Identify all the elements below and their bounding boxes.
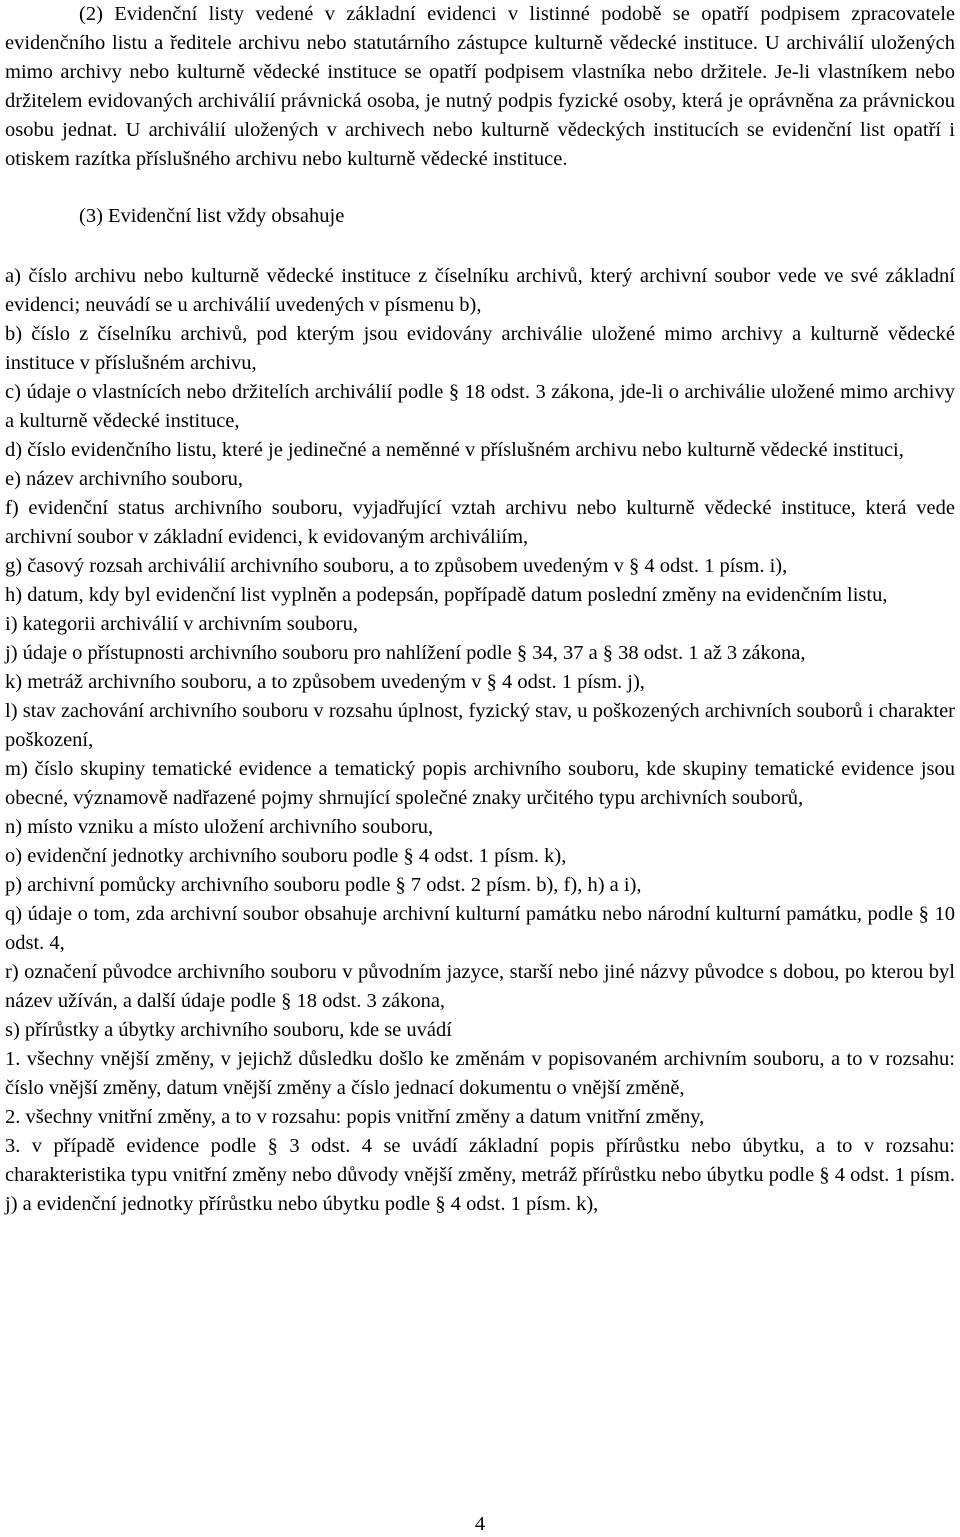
list-item-l: l) stav zachování archivního souboru v rozsahu úplnost, fyzický stav, u poškozených archivních souborů i charakter poškození, [5,700,955,751]
list-item-g: g) časový rozsah archiválií archivního souboru, a to způsobem uvedeným v § 4 odst. 1 písm. i), [5,555,788,577]
list-item-q: q) údaje o tom, zda archivní soubor obsahuje archivní kulturní památku nebo národní kulturní památku, podle § 10 odst. 4, [5,903,955,954]
list-item-c: c) údaje o vlastnících nebo držitelích archiválií podle § 18 odst. 3 zákona, jde-li o archiválie uložené mimo archivy a kulturně vědecké instituce, [5,381,955,432]
spacer [5,174,955,202]
list-item-o: o) evidenční jednotky archivního souboru podle § 4 odst. 1 písm. k), [5,845,567,867]
list-item-m: m) číslo skupiny tematické evidence a tematický popis archivního souboru, kde skupiny tematické evidence jsou obecné, významově nadřazené pojmy shrnující společné znaky určitého typu archivních souborů, [5,758,955,809]
page-number: 4 [474,1513,486,1535]
content-list [5,262,955,1219]
list-item-h: h) datum, kdy byl evidenční list vyplněn a podepsán, popřípadě datum poslední změny na evidenčním listu, [5,584,888,606]
list-item-i: i) kategorii archiválií v archivním souboru, [5,613,358,635]
list-item-j: j) údaje o přístupnosti archivního souboru pro nahlížení podle § 34, 37 a § 38 odst. 1 až 3 zákona, [5,642,806,664]
list-item-e: e) název archivního souboru, [5,468,243,490]
paragraph-3-heading: (3) Evidenční list vždy obsahuje [79,205,345,227]
list-item-d: d) číslo evidenčního listu, které je jedinečné a neměnné v příslušném archivu nebo kulturně vědecké instituci, [5,439,904,461]
spacer [5,231,955,262]
list-item-r: r) označení původce archivního souboru v původním jazyce, starší nebo jiné názvy původce s dobou, po kterou byl název užíván, a další údaje podle § 18 odst. 3 zákona, [5,961,955,1012]
list-item-s: s) přírůstky a úbytky archivního souboru, kde se uvádí [5,1019,452,1041]
list-item-s-1: 1. všechny vnější změny, v jejichž důsledku došlo ke změnám v popisovaném archivním souboru, a to v rozsahu: číslo vnější změny, datum vnější změny a číslo jednací dokumentu o vnější změně, [5,1048,955,1099]
list-item-a: a) číslo archivu nebo kulturně vědecké instituce z číselníku archivů, který archivní soubor vede ve své základní evidenci; neuvádí se u archiválií uvedených v písmenu b), [5,265,955,316]
document-page [5,0,955,1219]
list-item-b: b) číslo z číselníku archivů, pod kterým jsou evidovány archiválie uložené mimo archivy a kulturně vědecké instituce v příslušném archivu, [5,323,955,374]
list-item-s-2: 2. všechny vnitřní změny, a to v rozsahu: popis vnitřní změny a datum vnitřní změny, [5,1106,705,1128]
list-item-n: n) místo vzniku a místo uložení archivního souboru, [5,816,434,838]
list-item-f: f) evidenční status archivního souboru, vyjadřující vztah archivu nebo kulturně vědecké instituce, která vede archivní soubor v základní evidenci, k evidovaným archiváliím, [5,497,955,548]
list-item-p: p) archivní pomůcky archivního souboru podle § 7 odst. 2 písm. b), f), h) a i), [5,874,642,896]
list-item-k: k) metráž archivního souboru, a to způsobem uvedeným v § 4 odst. 1 písm. j), [5,671,645,693]
list-item-s-3: 3. v případě evidence podle § 3 odst. 4 se uvádí základní popis přírůstku nebo úbytku, a to v rozsahu: charakteristika typu vnitřní změny nebo důvody vnější změny, metráž přírůstku nebo úbytku podle § 4 odst. 1 písm. j) a evidenční jednotky přírůstku nebo úbytku podle § 4 odst. 1 písm. k), [5,1135,955,1215]
paragraph-2: (2) Evidenční listy vedené v základní evidenci v listinné podobě se opatří podpisem zpracovatele evidenčního listu a ředitele archivu nebo statutárního zástupce kulturně vědecké instituce. U archiválií uložených mimo archivy nebo kulturně vědecké instituce se opatří podpisem vlastníka nebo držitele. Je-li vlastníkem nebo držitelem evidovaných archiválií právnická osoba, je nutný podpis fyzické osoby, která je oprávněna za právnickou osobu jednat. U archiválií uložených v archivech nebo kulturně vědeckých institucích se evidenční list opatří i otiskem razítka příslušného archivu nebo kulturně vědecké instituce. [5,3,955,170]
